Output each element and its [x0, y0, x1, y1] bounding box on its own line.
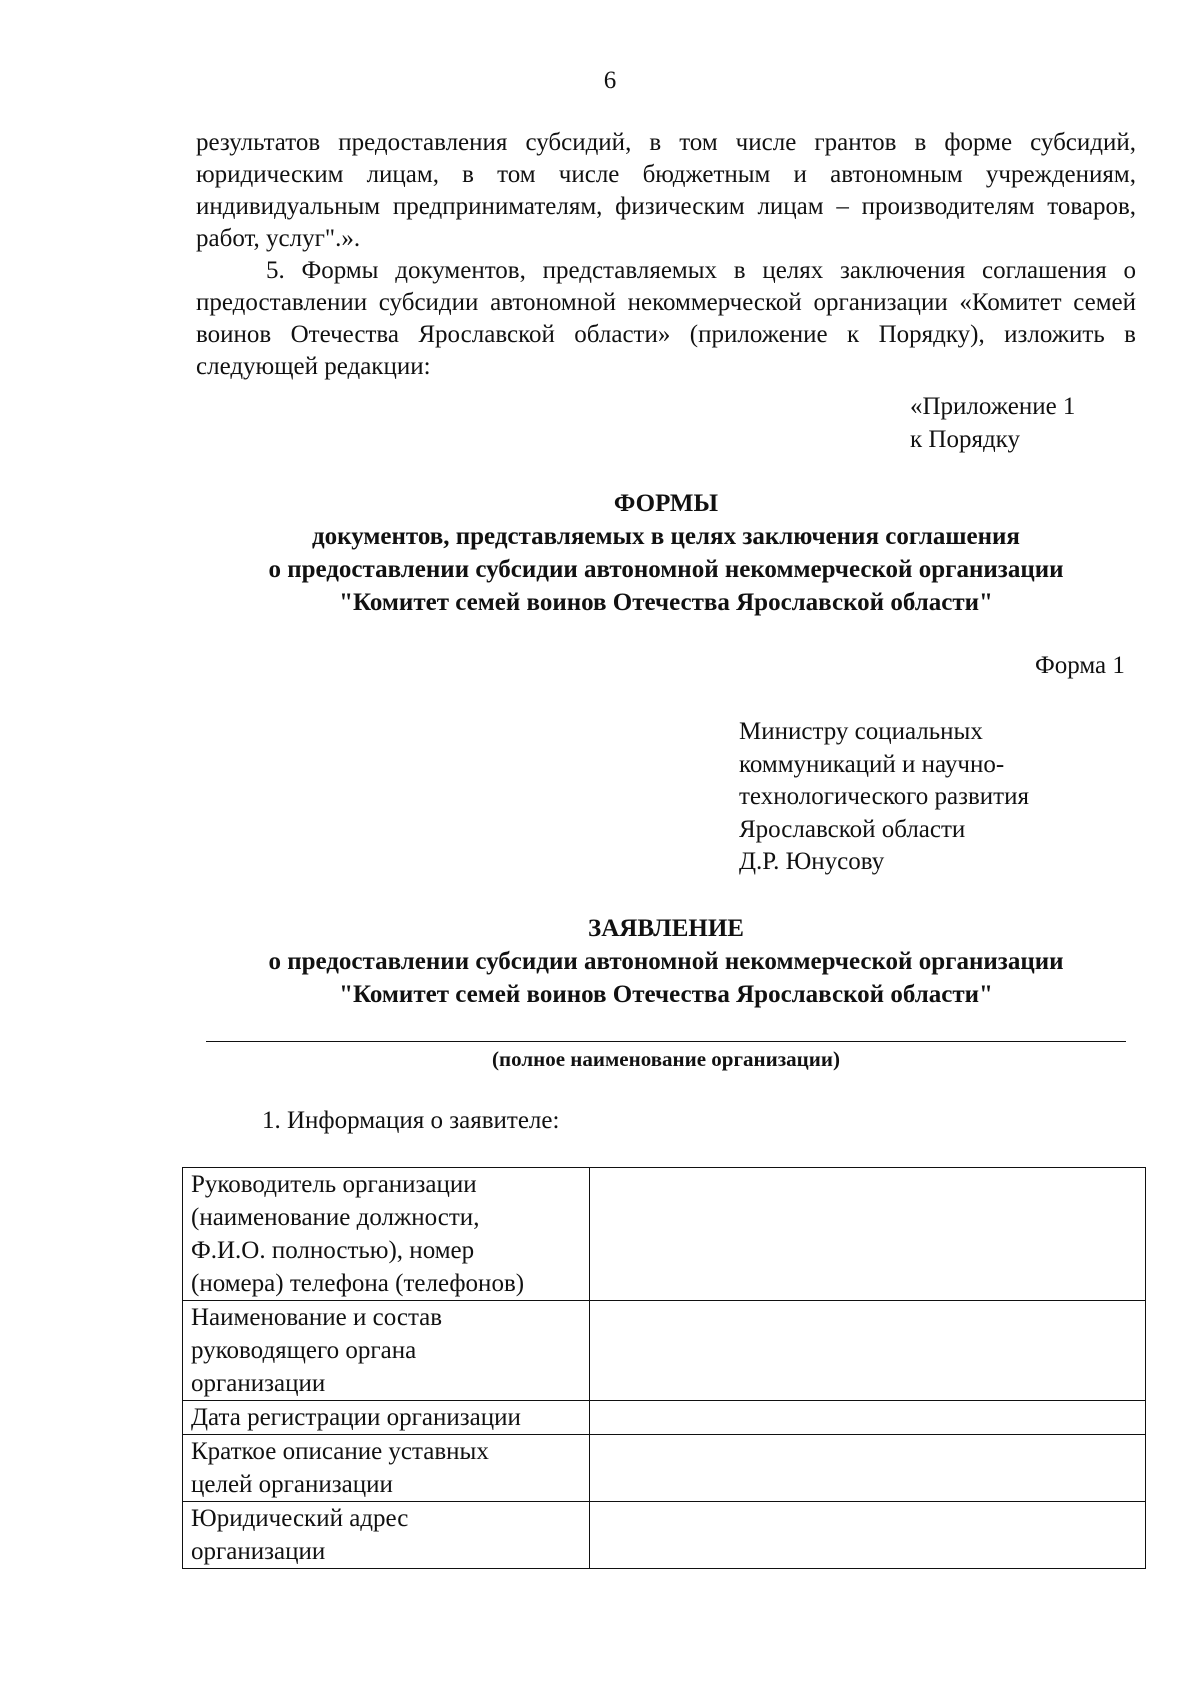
paragraph-continuation: результатов предоставления субсидий, в том числе грантов в форме субсидий, юридическим лицам, в том числе бюджетным и автономным учреждениям, индивидуальным предпринимателям, физическим лицам – производителям товаров, работ, услуг".».	[196, 129, 1136, 252]
row-value-registration-date[interactable]	[590, 1401, 1146, 1435]
label-line: руководящего органа	[191, 1337, 417, 1364]
row-value-statutory-goals[interactable]	[590, 1435, 1146, 1502]
forms-subtitle-line: "Комитет семей воинов Отечества Ярославской области"	[339, 589, 993, 616]
applicant-info-heading: 1. Информация о заявителе:	[262, 1107, 560, 1134]
row-value-governing-body[interactable]	[590, 1301, 1146, 1401]
table-row	[183, 1168, 1146, 1301]
body-text	[196, 127, 1136, 383]
row-label-director	[183, 1168, 590, 1301]
org-name-caption: (полное наименование организации)	[492, 1047, 840, 1071]
row-label-statutory-goals	[183, 1435, 590, 1502]
statement-title-block	[196, 912, 1136, 1011]
label-line: Дата регистрации организации	[191, 1404, 521, 1431]
forms-subtitle-line: о предоставлении субсидии автономной некоммерческой организации	[268, 556, 1064, 583]
label-line: Юридический адрес	[191, 1505, 409, 1532]
label-line: организации	[191, 1370, 326, 1397]
statement-subtitle-line: о предоставлении субсидии автономной некоммерческой организации	[268, 948, 1064, 975]
table-row	[183, 1401, 1146, 1435]
table-row	[183, 1435, 1146, 1502]
form-label: Форма 1	[1035, 652, 1125, 679]
addressee-line: Д.Р. Юнусову	[739, 848, 885, 875]
org-name-fill-line[interactable]	[206, 1041, 1126, 1042]
addressee-block	[739, 716, 1029, 879]
forms-subtitle-line: документов, представляемых в целях заключения соглашения	[312, 523, 1020, 550]
row-label-legal-address	[183, 1502, 590, 1569]
row-value-legal-address[interactable]	[590, 1502, 1146, 1569]
appendix-reference	[910, 390, 1075, 456]
table-row	[183, 1502, 1146, 1569]
appendix-line: «Приложение 1	[910, 393, 1076, 420]
statement-subtitle-line: "Комитет семей воинов Отечества Ярославской области"	[339, 981, 993, 1008]
label-line: Краткое описание уставных	[191, 1438, 489, 1465]
label-line: целей организации	[191, 1471, 393, 1498]
label-line: (наименование должности,	[191, 1204, 480, 1231]
forms-heading: ФОРМЫ	[613, 490, 719, 517]
paragraph-item-5: 5. Формы документов, представляемых в целях заключения соглашения о предоставлении субсидии автономной некоммерческой организации «Комитет семей воинов Отечества Ярославской области» (приложение к Порядку), изложить в следующей редакции:	[196, 257, 1136, 380]
row-label-governing-body	[183, 1301, 590, 1401]
row-value-director[interactable]	[590, 1168, 1146, 1301]
appendix-line: к Порядку	[910, 426, 1020, 453]
row-label-registration-date	[183, 1401, 590, 1435]
addressee-line: технологического развития	[739, 783, 1029, 810]
addressee-line: коммуникаций и научно-	[739, 750, 1005, 778]
label-line: организации	[191, 1538, 326, 1565]
label-line: (номера) телефона (телефонов)	[191, 1270, 525, 1297]
forms-title-block	[196, 487, 1136, 619]
label-line: Руководитель организации	[191, 1171, 477, 1198]
addressee-line: Ярославской области	[739, 815, 966, 843]
label-line: Ф.И.О. полностью), номер	[191, 1237, 475, 1264]
label-line: Наименование и состав	[191, 1304, 443, 1331]
applicant-info-table	[182, 1167, 1146, 1569]
statement-heading: ЗАЯВЛЕНИЕ	[588, 915, 744, 942]
addressee-line: Министру социальных	[739, 718, 983, 745]
page-number: 6	[603, 67, 617, 94]
table-row	[183, 1301, 1146, 1401]
